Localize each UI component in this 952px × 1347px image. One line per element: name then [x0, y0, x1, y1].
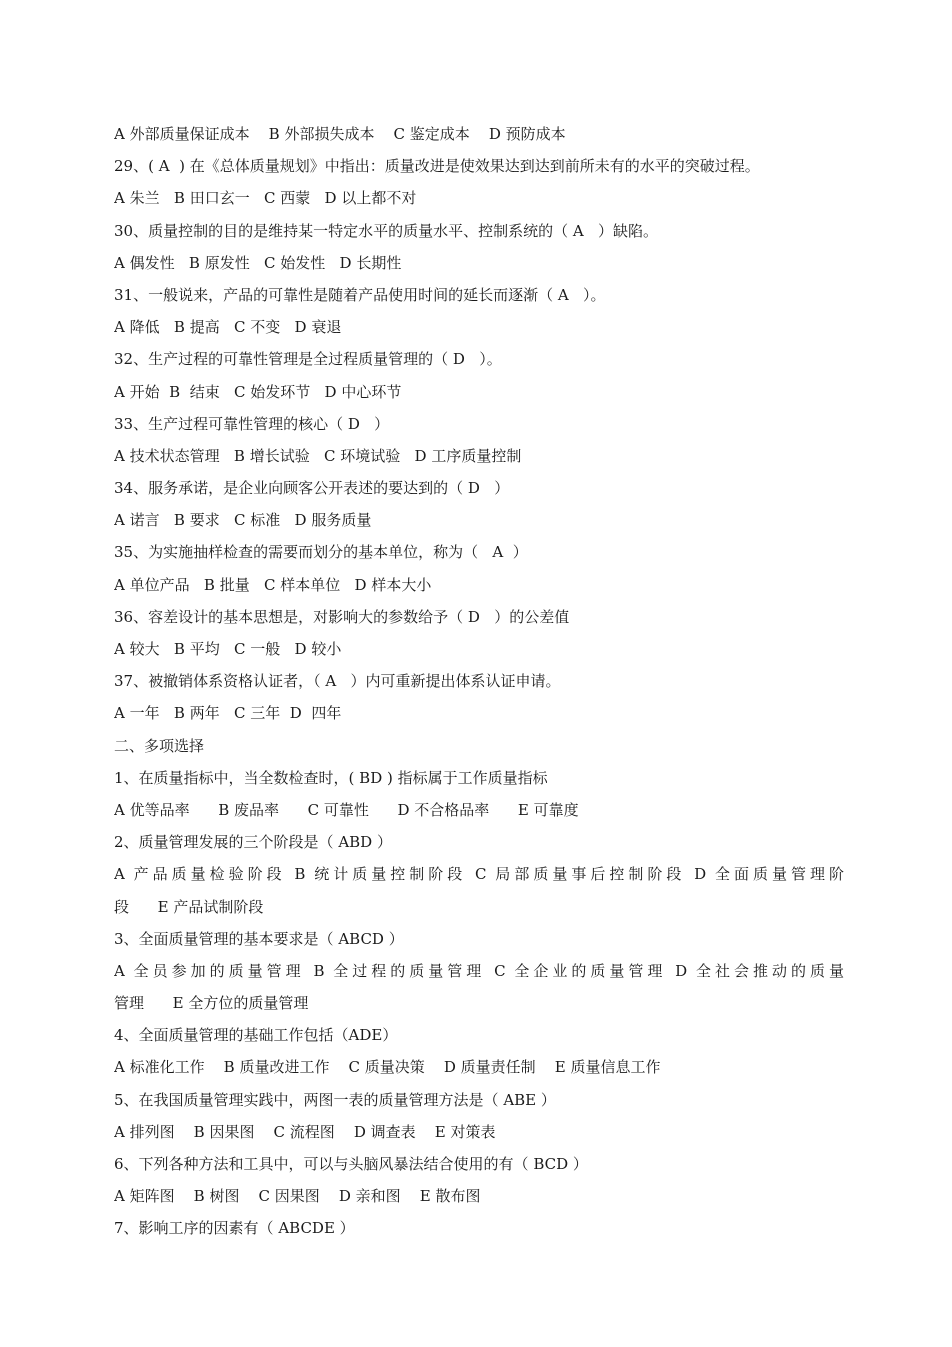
document-body: [114, 118, 844, 1245]
text-line: 7、影响工序的因素有（ ABCDE ）: [114, 1219, 355, 1238]
text-line: A 一年 B 两年 C 三年 D 四年: [114, 704, 342, 723]
text-line: A 外部质量保证成本 B 外部损失成本 C 鉴定成本 D 预防成本: [114, 125, 566, 143]
text-line: A 全员参加的质量管理 B 全过程的质量管理 C 全企业的质量管理 D 全社会推动的质量: [114, 961, 844, 980]
text-line: A 矩阵图 B 树图 C 因果图 D 亲和图 E 散布图: [114, 1187, 481, 1206]
text-line: 5、在我国质量管理实践中，两图一表的质量管理方法是（ ABE ）: [114, 1090, 556, 1109]
text-line: 32、生产过程的可靠性管理是全过程质量管理的（ D ）。: [114, 350, 502, 369]
text-line: 35、为实施抽样检查的需要而划分的基本单位，称为（ A ）: [114, 543, 528, 562]
text-line: A 优等品率 B 废品率 C 可靠性 D 不合格品率 E 可靠度: [114, 800, 579, 819]
text-line: A 开始 B 结束 C 始发环节 D 中心环节: [114, 382, 402, 401]
text-line: 36、容差设计的基本思想是，对影响大的参数给予（ D ）的公差值: [114, 607, 570, 626]
text-line: A 偶发性 B 原发性 C 始发性 D 长期性: [114, 253, 402, 272]
text-line: 37、被撤销体系资格认证者，（ A ）内可重新提出体系认证申请。: [114, 672, 561, 691]
text-line: A 诺言 B 要求 C 标准 D 服务质量: [114, 511, 372, 530]
text-line: 31、一般说来，产品的可靠性是随着产品使用时间的延长而逐渐（ A ）。: [114, 285, 606, 304]
text-line: A 朱兰 B 田口玄一 C 西蒙 D 以上都不对: [114, 189, 417, 208]
text-line: A 较大 B 平均 C 一般 D 较小: [114, 640, 342, 658]
text-line: 29、( A ) 在《总体质量规划》中指出：质量改进是使效果达到达到前所未有的水平的突破过程。: [114, 157, 760, 176]
text-line: A 降低 B 提高 C 不变 D 衰退: [114, 318, 342, 337]
text-line: 段 E 产品试制阶段: [114, 897, 264, 916]
text-line: 管理 E 全方位的质量管理: [114, 994, 309, 1013]
text-line: 30、质量控制的目的是维持某一特定水平的质量水平、控制系统的（ A ）缺陷。: [114, 221, 658, 240]
text-line: A 标准化工作 B 质量改进工作 C 质量决策 D 质量责任制 E 质量信息工作: [114, 1058, 661, 1077]
text-line: 4、全面质量管理的基础工作包括（ADE）: [114, 1026, 398, 1045]
text-line: 1、在质量指标中，当全数检查时，( BD ) 指标属于工作质量指标: [114, 768, 548, 787]
text-line: A 单位产品 B 批量 C 样本单位 D 样本大小: [114, 575, 432, 594]
text-line: A 产品质量检验阶段 B 统计质量控制阶段 C 局部质量事后控制阶段 D 全面质量管理阶: [114, 865, 844, 884]
text-line: 3、全面质量管理的基本要求是（ ABCD ）: [114, 929, 404, 948]
text-line: A 技术状态管理 B 增长试验 C 环境试验 D 工序质量控制: [114, 446, 522, 465]
text-line: 34、服务承诺，是企业向顾客公开表述的要达到的（ D ）: [114, 479, 510, 498]
text-line: 6、下列各种方法和工具中，可以与头脑风暴法结合使用的有（ BCD ）: [114, 1155, 588, 1173]
text-line: 33、生产过程可靠性管理的核心（ D ）: [114, 414, 390, 433]
text-line: 2、质量管理发展的三个阶段是（ ABD ）: [114, 833, 392, 852]
text-line: A 排列图 B 因果图 C 流程图 D 调查表 E 对策表: [114, 1122, 496, 1141]
section-heading: 二、多项选择: [114, 736, 205, 755]
